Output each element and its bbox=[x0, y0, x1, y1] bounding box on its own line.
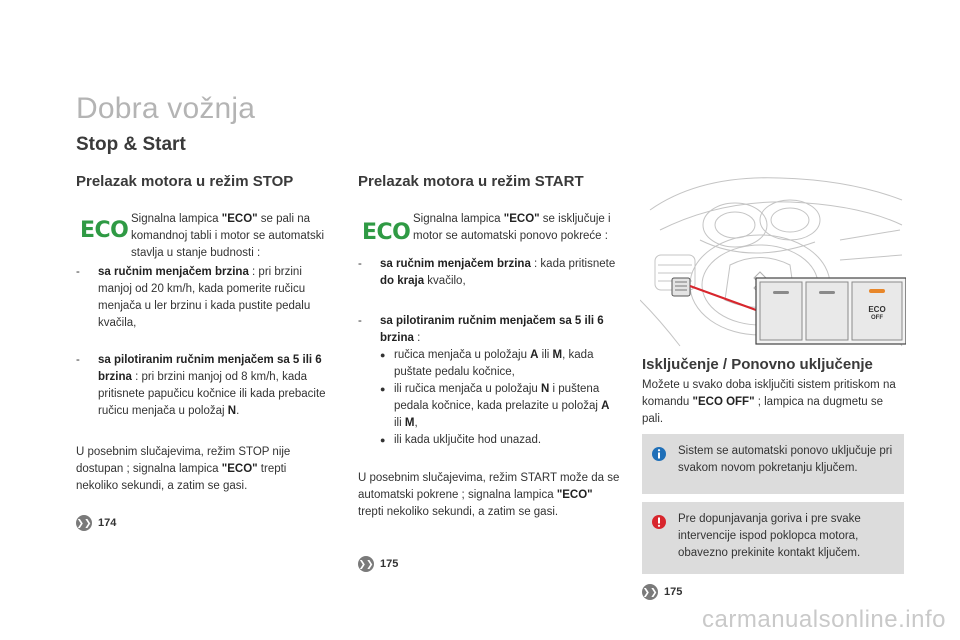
stop-footer: U posebnim slučajevima, režim STOP nije dostupan ; signalna lampica "ECO" trepti nekoliko sekundi, a zatim se gasi. bbox=[76, 446, 291, 492]
page-ref-link[interactable] bbox=[76, 515, 116, 531]
forward-arrow-icon: ❯❯ bbox=[76, 515, 92, 531]
list-item: ● ručica menjača u položaju A ili M, kada puštate pedalu kočnice, bbox=[380, 347, 620, 381]
start-footer: U posebnim slučajevima, režim START može da se automatski pokrene ; signalna lampica "ECO" trepti nekoliko sekundi, a zatim se gasi. bbox=[358, 472, 620, 518]
page-ref-number: 175 bbox=[664, 586, 683, 598]
page-ref-number: 174 bbox=[98, 517, 117, 529]
stop-item-piloted: - sa pilotiranim ručnim menjačem sa 5 ili 6 brzina : pri brzini manjoj od 8 km/h, kada pritisnete papučicu kočnice ili kada prebacite ručicu menjača u položaj N. bbox=[76, 354, 326, 417]
warning-note-text: Pre dopunjavanja goriva i pre svake intervencije ispod poklopca motora, obavezno prekinite kontakt ključem. bbox=[678, 513, 861, 559]
off-heading: Isključenje / Ponovno uključenje bbox=[642, 356, 873, 373]
warning-note bbox=[642, 502, 904, 574]
warning-icon bbox=[652, 514, 666, 530]
info-note bbox=[642, 434, 904, 494]
eco-icon: ECO bbox=[362, 220, 411, 245]
page-ref-number: 175 bbox=[380, 558, 399, 570]
forward-arrow-icon: ❯❯ bbox=[642, 584, 658, 600]
page-ref-link[interactable] bbox=[642, 584, 682, 600]
forward-arrow-icon: ❯❯ bbox=[358, 556, 374, 572]
eco-icon: ECO bbox=[80, 218, 129, 243]
start-item-piloted: - sa pilotiranim ručnim menjačem sa 5 ili 6 brzina : ● ručica menjača u položaju A ili M, kada puštate pedalu kočnice, ● ili ručica menjača u položaju N i puštena pedala kočnice, kada prelazite u položaj A ili M, ● ili kada uključite hod unazad. bbox=[358, 313, 620, 449]
info-note-text: Sistem se automatski ponovo uključuje pri svakom novom pokretanju ključem. bbox=[678, 445, 893, 474]
stop-intro: Signalna lampica "ECO" se pali na komandnoj tabli i motor se automatski stavlja u stanje budnosti : bbox=[131, 213, 325, 259]
stop-item-manual: - sa ručnim menjačem brzina : pri brzini manjoj od 20 km/h, kada pomerite ručicu menjača u ler brzinu i kada pustite pedalu kvačila, bbox=[76, 266, 311, 329]
off-text: Možete u svako doba isključiti sistem pritiskom na komandu "ECO OFF" ; lampica na dugmetu se pali. bbox=[642, 379, 896, 425]
start-item-manual: - sa ručnim menjačem brzina : kada pritisnete do kraja kvačilo, bbox=[358, 258, 616, 287]
eco-off-button-sublabel: OFF bbox=[871, 315, 883, 321]
list-item: ● ili ručica menjača u položaju N i puštena pedala kočnice, kada prelazite u položaj A ili M, bbox=[380, 381, 620, 432]
start-heading: Prelazak motora u režim START bbox=[358, 173, 584, 190]
start-intro: Signalna lampica "ECO" se isključuje i motor se automatski ponovo pokreće : bbox=[413, 213, 611, 242]
watermark: carmanualsonline.info bbox=[702, 606, 946, 633]
info-icon bbox=[652, 446, 666, 462]
section-title: Stop & Start bbox=[76, 134, 186, 155]
page-title: Dobra vožnja bbox=[76, 92, 256, 125]
stop-heading: Prelazak motora u režim STOP bbox=[76, 173, 294, 190]
list-item: ● ili kada uključite hod unazad. bbox=[380, 432, 620, 449]
eco-off-button-label: ECO bbox=[868, 305, 886, 314]
eco-off-button[interactable] bbox=[865, 305, 889, 323]
page-ref-link[interactable] bbox=[358, 556, 398, 572]
